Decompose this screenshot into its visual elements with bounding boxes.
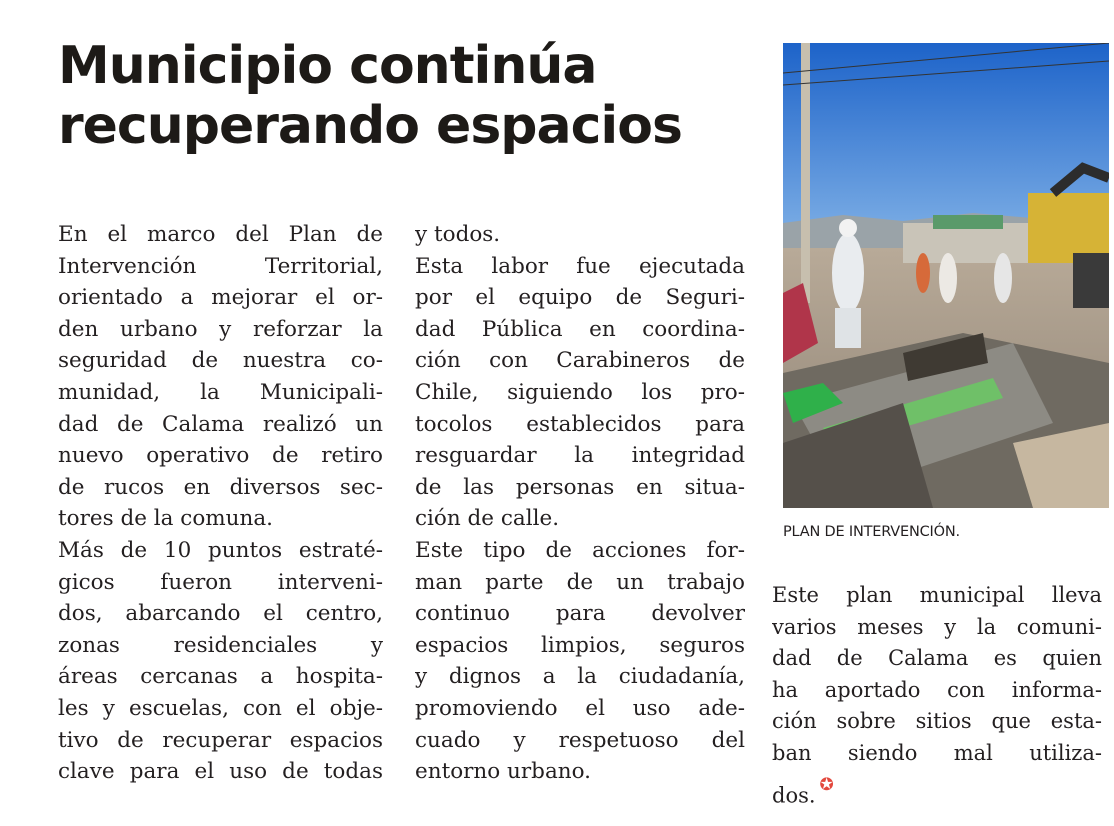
text-line: Esta labor fue ejecutada <box>415 253 745 279</box>
text-line: les y escuelas, con el obje- <box>58 695 383 721</box>
headline-line-1: Municipio continúa <box>58 36 597 96</box>
photo-cleanup-operation-image <box>783 43 1109 508</box>
last-line-wrapper <box>772 770 1102 812</box>
text-line: ha aportado con informa- <box>772 677 1102 702</box>
article-column-1 <box>58 219 383 788</box>
headline <box>58 36 758 156</box>
article-column-2 <box>415 219 745 788</box>
headline-line-2: recuperando espacios <box>58 96 682 156</box>
text-line: entorno urbano. <box>415 759 592 785</box>
text-line: tivo de recuperar espacios <box>58 727 383 753</box>
text-line: Este plan municipal lleva <box>772 583 1102 607</box>
text-line: cuado y respetuoso del <box>415 727 745 753</box>
text-line: ción sobre sitios que esta- <box>772 709 1102 734</box>
text-line: áreas cercanas a hospita- <box>58 664 383 690</box>
text-line: tocolos establecidos para <box>415 411 745 437</box>
text-line: seguridad de nuestra co- <box>58 348 383 374</box>
text-line: de rucos en diversos sec- <box>58 474 383 500</box>
text-line: dos, abarcando el centro, <box>58 601 383 627</box>
text-line: promoviendo el uso ade- <box>415 695 745 721</box>
text-line: man parte de un trabajo <box>415 569 745 595</box>
text-line: zonas residenciales y <box>58 632 383 658</box>
photo-caption: PLAN DE INTERVENCIÓN. <box>783 524 960 540</box>
text-line: dad Pública en coordina- <box>415 316 745 342</box>
text-line: y todos. <box>415 222 501 247</box>
text-line: munidad, la Municipali- <box>58 379 383 405</box>
text-line: Chile, siguiendo los pro- <box>415 379 745 405</box>
text-line: Este tipo de acciones for- <box>415 537 745 563</box>
text-line: y dignos a la ciudadanía, <box>415 664 745 690</box>
text-line: orientado a mejorar el or- <box>58 285 383 311</box>
text-line: espacios limpios, seguros <box>415 632 745 658</box>
text-line: dad de Calama realizó un <box>58 411 383 437</box>
text-line: de las personas en situa- <box>415 474 745 500</box>
end-of-article-icon: ✪ <box>819 774 834 795</box>
text-line: den urbano y reforzar la <box>58 316 383 342</box>
text-line: varios meses y la comuni- <box>772 614 1102 639</box>
text-line: Más de 10 puntos estraté- <box>58 537 383 563</box>
text-line: ción con Carabineros de <box>415 348 745 374</box>
article-photo <box>783 43 1109 508</box>
text-line: gicos fueron intervenі- <box>58 569 383 595</box>
article-column-3 <box>772 580 1102 812</box>
text-line: por el equipo de Seguri- <box>415 285 745 311</box>
text-line: En el marco del Plan de <box>58 222 383 247</box>
text-line: resguardar la integridad <box>415 443 745 469</box>
text-line: tores de la comuna. <box>58 506 274 532</box>
text-line: dad de Calama es quien <box>772 646 1102 671</box>
text-line: nuevo operativo de retiro <box>58 443 383 469</box>
text-line: clave para el uso de todas <box>58 759 383 785</box>
text-line: continuo para devolver <box>415 601 745 627</box>
text-line: dos. <box>772 783 816 808</box>
text-line: Intervención Territorial, <box>58 253 383 279</box>
text-line: ban siendo mal utiliza- <box>772 740 1102 765</box>
text-line: ción de calle. <box>415 506 560 532</box>
